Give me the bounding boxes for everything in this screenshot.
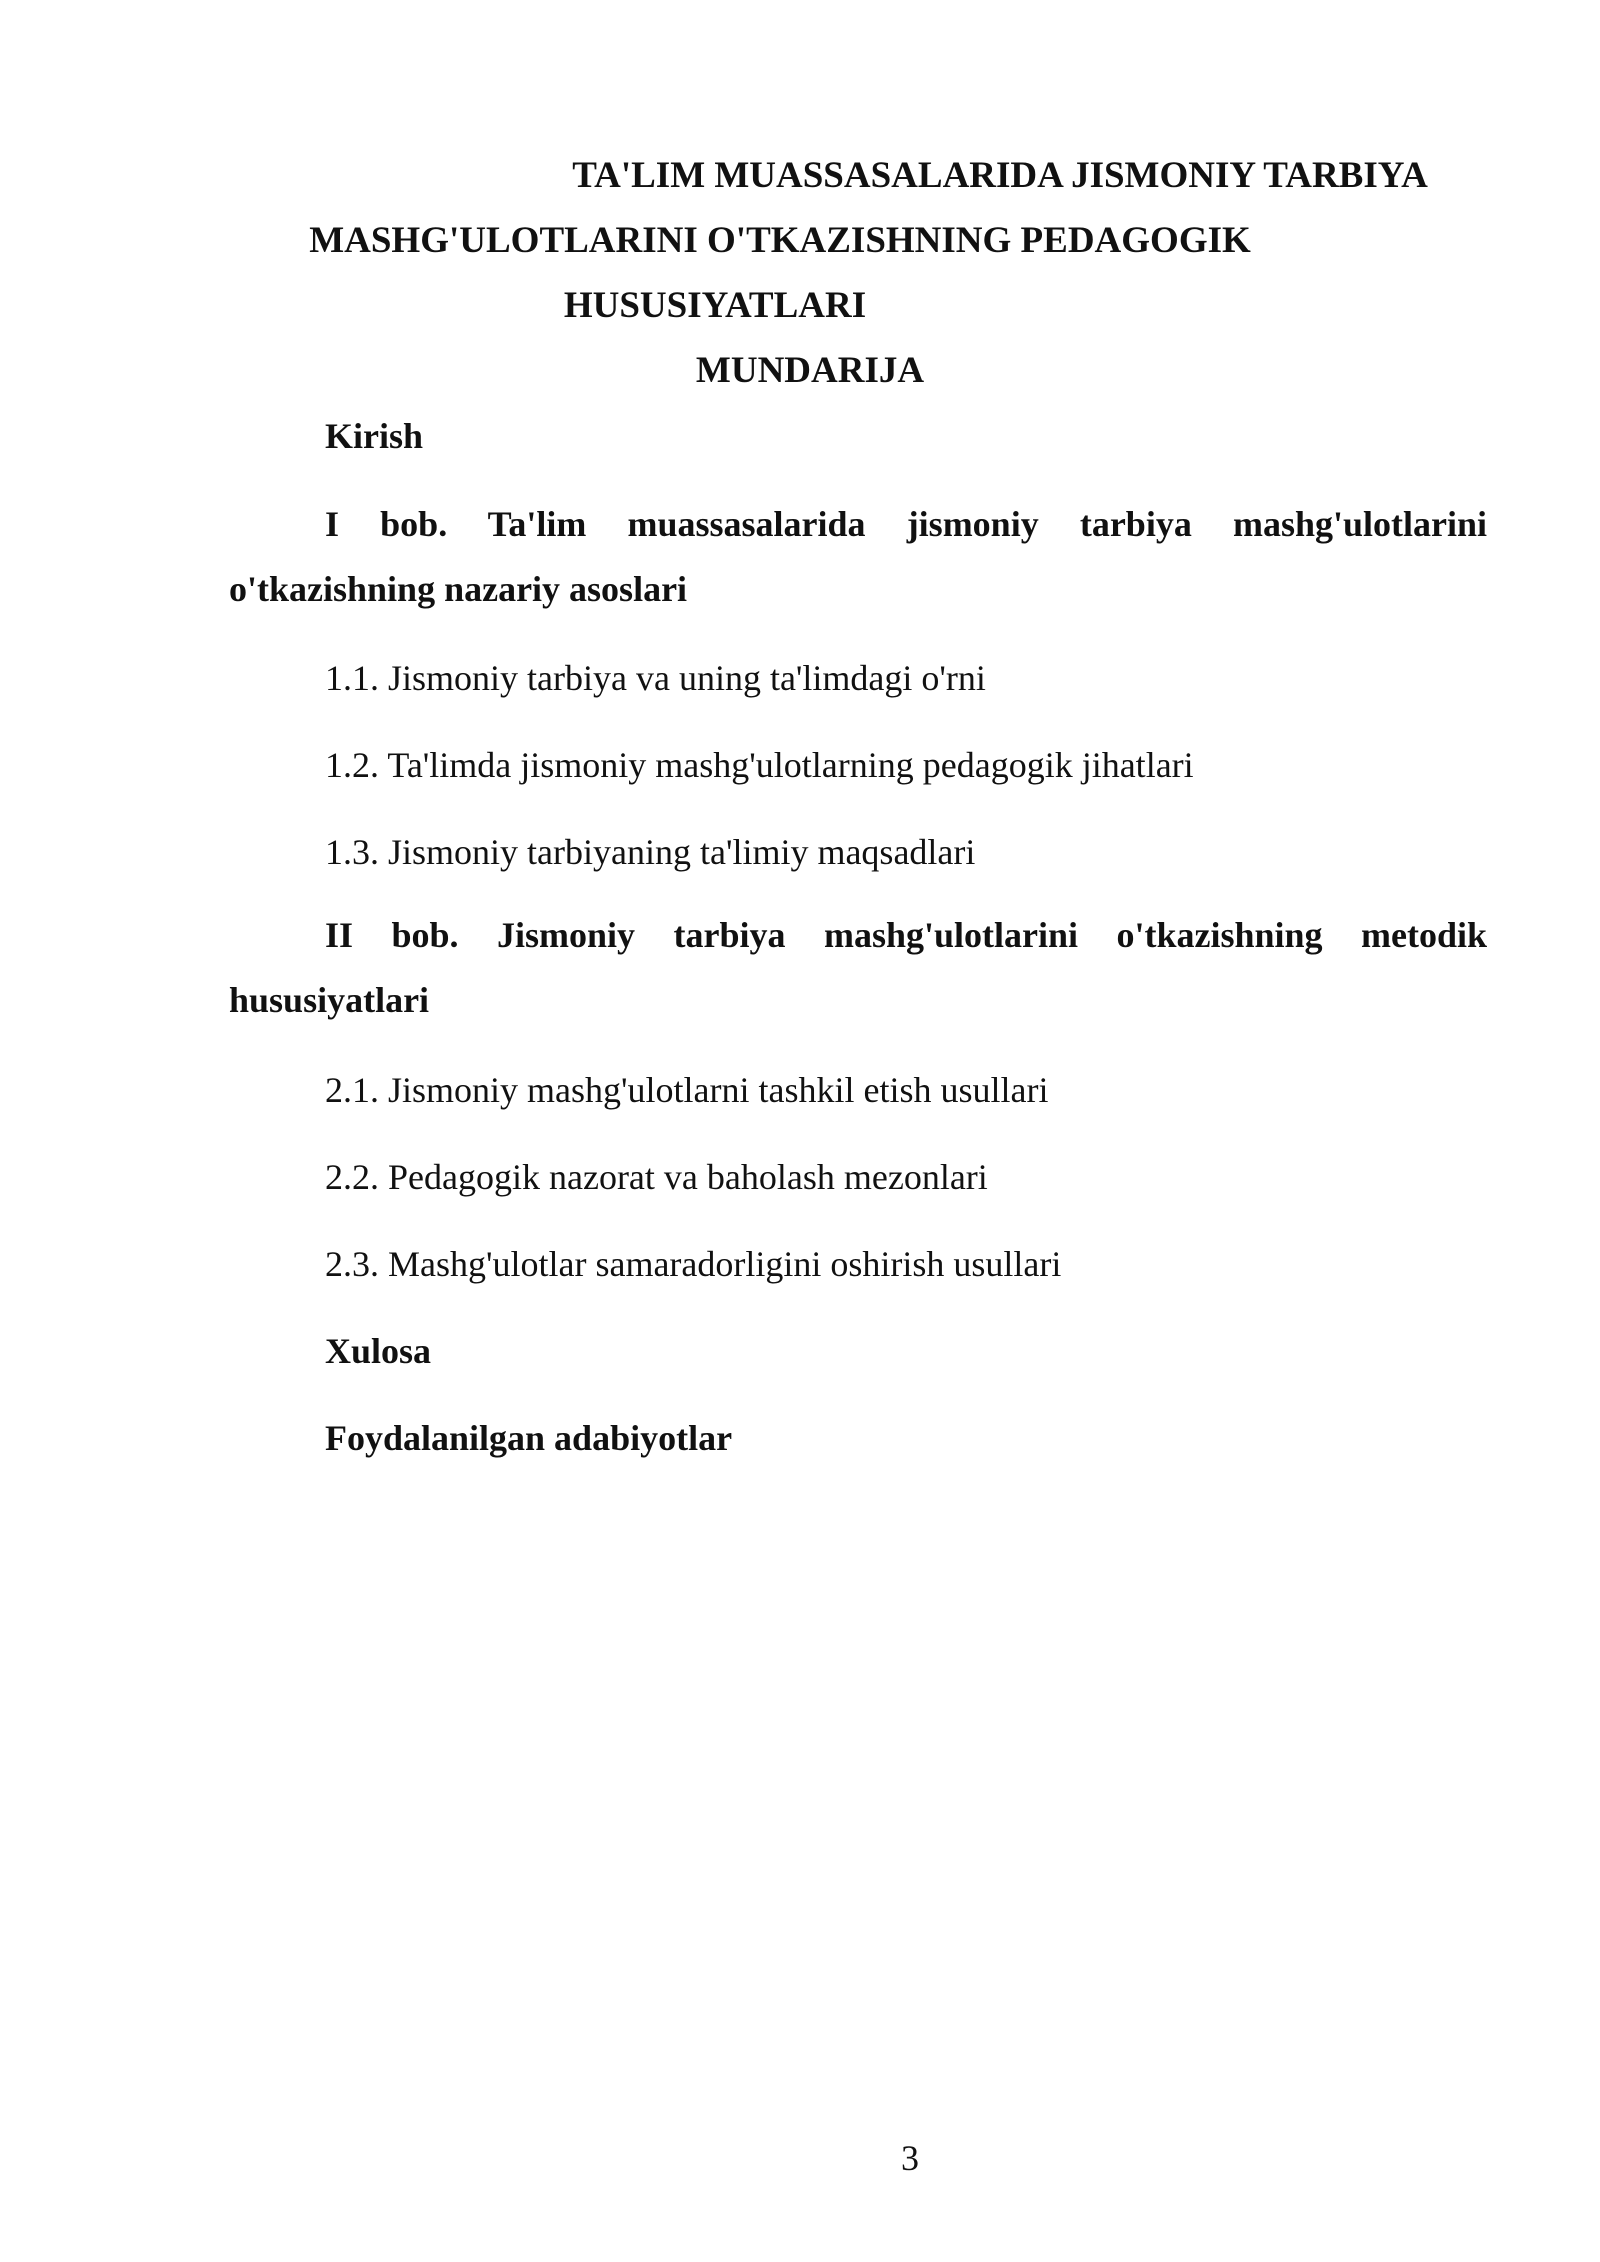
page-number: 3 xyxy=(901,2138,919,2178)
toc-section-1-3: 1.3. Jismoniy tarbiyaning ta'limiy maqsadlari xyxy=(325,832,976,872)
toc-section-1-2: 1.2. Ta'limda jismoniy mashg'ulotlarning pedagogik jihatlari xyxy=(325,745,1194,785)
toc-section-2-1: 2.1. Jismoniy mashg'ulotlarni tashkil etish usullari xyxy=(325,1070,1049,1110)
toc-section-1-1: 1.1. Jismoniy tarbiya va uning ta'limdagi o'rni xyxy=(325,658,986,698)
toc-chapter-1: I bob. Ta'lim muassasalarida jismoniy tarbiya mashg'ulotlarini o'tkazishning nazariy asoslari xyxy=(229,504,1487,609)
toc-section-2-2: 2.2. Pedagogik nazorat va baholash mezonlari xyxy=(325,1157,988,1197)
toc-intro: Kirish xyxy=(325,416,424,456)
toc-conclusion: Xulosa xyxy=(325,1331,432,1371)
toc-heading: MUNDARIJA xyxy=(695,350,925,391)
toc-references: Foydalanilgan adabiyotlar xyxy=(325,1418,733,1458)
title-line-3: HUSUSIYATLARI xyxy=(563,285,867,326)
toc-section-2-3: 2.3. Mashg'ulotlar samaradorligini oshirish usullari xyxy=(325,1244,1062,1284)
title-line-2: MASHG'ULOTLARINI O'TKAZISHNING PEDAGOGIK xyxy=(309,220,1251,261)
toc-chapter-2: II bob. Jismoniy tarbiya mashg'ulotlarini o'tkazishning metodik hususiyatlari xyxy=(229,915,1487,1020)
title-line-1: TA'LIM MUASSASALARIDA JISMONIY TARBIYA xyxy=(572,155,1428,196)
